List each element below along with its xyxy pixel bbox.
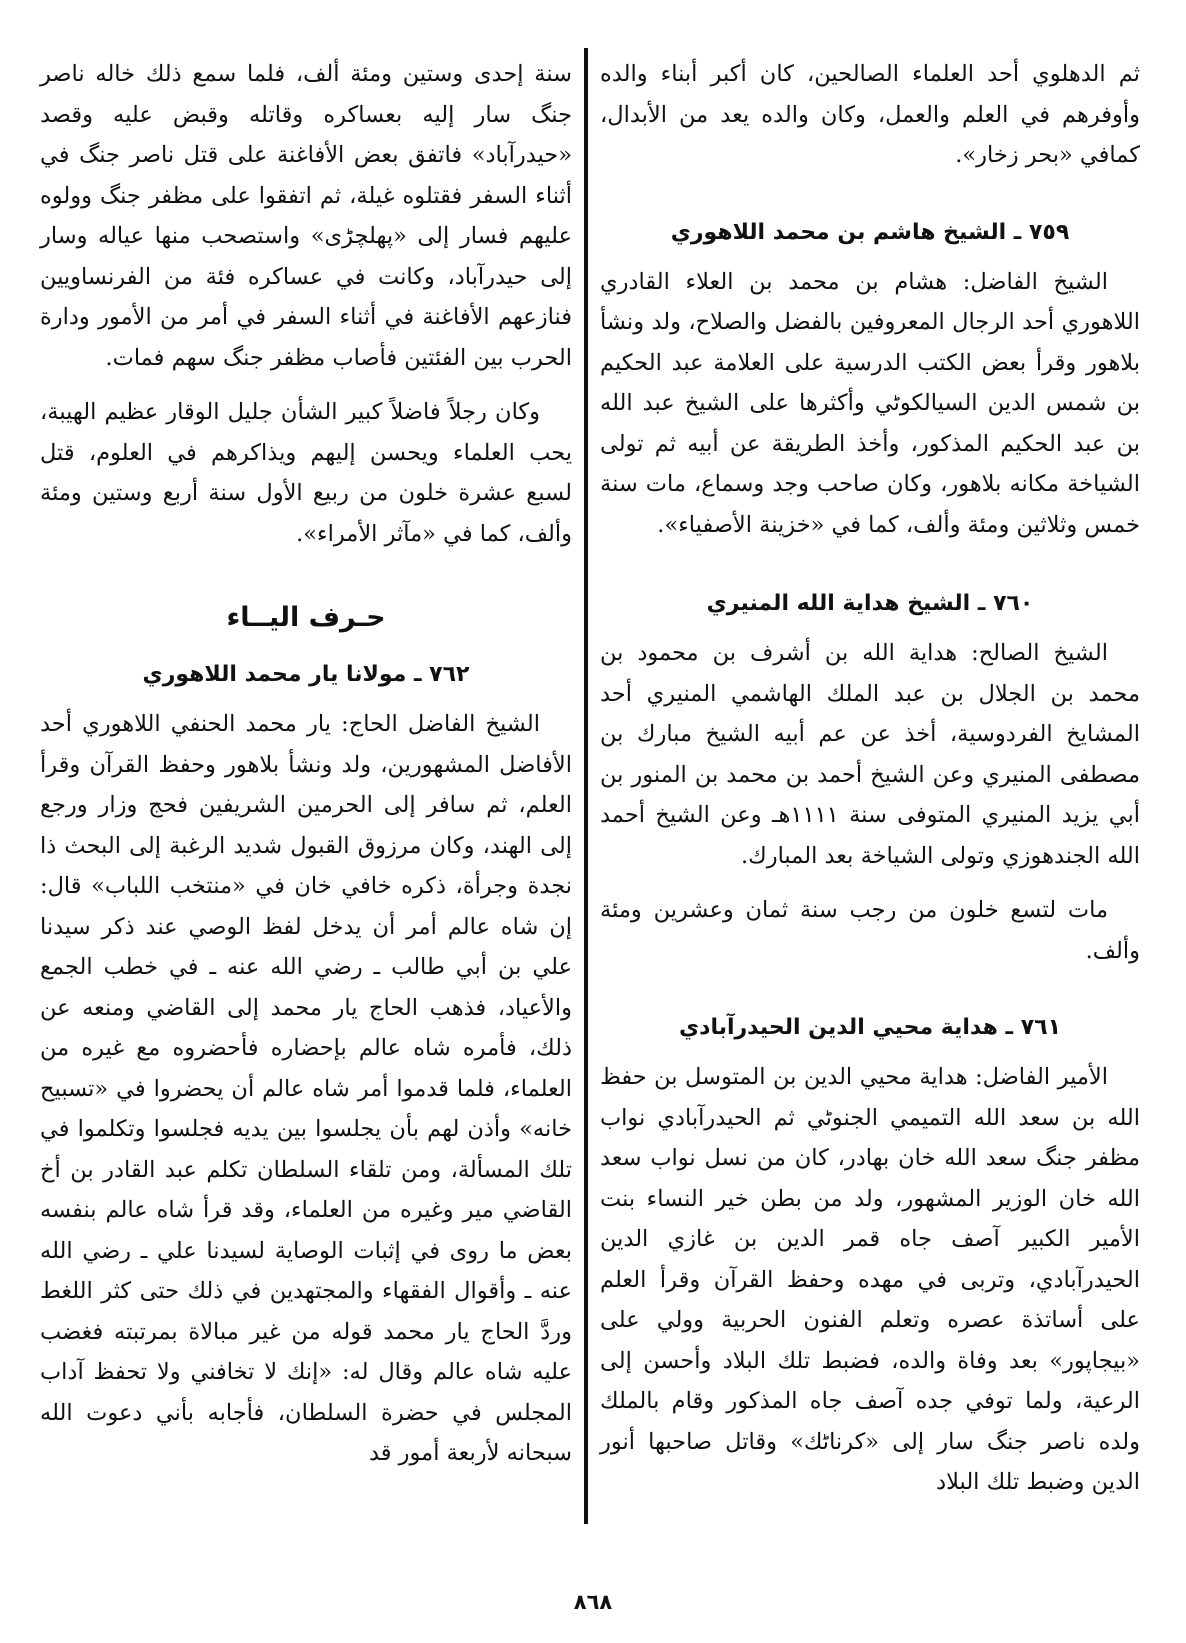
- paragraph-continuation-left: سنة إحدى وستين ومئة ألف، فلما سمع ذلك خاله ناصر جنگ سار إليه بعساكره وقاتله وقبض عليه وقصد «حيدرآباد» فاتفق بعض الأفاغنة على قتل ناصر جنگ في أثناء السفر فقتلوه غيلة، ثم اتفقوا على مظفر جنگ وولوه عليهم فسار إلى «پهلچڑی» واستصحب منها عياله وسار إلى حيدرآباد، وكانت في عساكره فئة من الفرنساويين فنازعهم الأفاغنة في أثناء السفر في أمر من الأمور ودارة الحرب بين الفئتين فأصاب مظفر جنگ سهم فمات.: [40, 61, 572, 371]
- entry-762-title: ٧٦٢ ـ مولانا يار محمد اللاهوري: [142, 662, 470, 687]
- entry-762-text: الشيخ الفاضل الحاج: يار محمد الحنفي اللاهوري أحد الأفاضل المشهورين، ولد ونشأ بلاهور وحفظ القرآن وقرأ العلم، ثم سافر إلى الحرمين الشريفين فحج وزار ورجع إلى الهند، وكان مرزوق القبول شديد الرغبة إلى البحث ذا نجدة وجرأة، ذكره خافي خان في «منتخب اللباب» قال: إن شاه عالم أمر أن يدخل لفظ الوصي عند ذكر سيدنا علي بن أبي طالب ـ رضي الله عنه ـ في خطب الجمع والأعياد، فذهب الحاج يار محمد إلى القاضي ومنعه عن ذلك، فأمره شاه عالم بإحضاره فأحضروه مع غيره من العلماء، فلما قدموا أمر شاه عالم أن يحضروا في «تسبيح خانه» وأذن لهم بأن يجلسوا بين يديه فجلسوا وتكلموا في تلك المسألة، ومن تلقاء السلطان تكلم عبد القادر بن أخ القاضي مير وغيره من العلماء، وقد قرأ شاه عالم بنفسه بعض ما روى في إثبات الوصاية لسيدنا علي ـ رضي الله عنه ـ وأقوال الفقهاء والمجتهدين في ذلك حتى كثر اللغط وردَّ الحاج يار محمد قوله من غير مبالاة بمرتبته فغضب عليه شاه عالم وقال له: «إنك لا تخافني ولا تحفظ آداب المجلس في حضرة السلطان، فأجابه بأني دعوت الله سبحانه لأربعة أمور قد: [40, 711, 572, 1466]
- entry-759-text: الشيخ الفاضل: هشام بن محمد بن العلاء القادري اللاهوري أحد الرجال المعروفين بالفضل والصلاح، ولد ونشأ بلاهور وقرأ بعض الكتب الدرسية على العلامة عبد الحكيم بن شمس الدين السيالكوٹي وأكثرها على الشيخ عبد الله بن عبد الحكيم المذكور، وأخذ الطريقة عن أبيه ثم تولى الشياخة مكانه بلاهور، وكان صاحب وجد وسماع، مات سنة خمس وثلاثين ومئة وألف، كما في «خزينة الأصفياء».: [600, 268, 1140, 538]
- left-column: [40, 54, 572, 1474]
- entry-759-title: ٧٥٩ ـ الشيخ هاشم بن محمد اللاهوري: [670, 219, 1070, 245]
- paragraph-continuation: ثم الدهلوي أحد العلماء الصالحين، كان أكبر أبناء والده وأوفرهم في العلم والعمل، وكان والده يعد من الأبدال، كمافي «بحر زخار».: [600, 61, 1140, 168]
- entry-760-title: ٧٦٠ ـ الشيخ هداية الله المنيري: [706, 591, 1034, 616]
- right-column: [600, 54, 1140, 1503]
- column-divider: [584, 48, 588, 1524]
- paragraph-biography-summary: وكان رجلاً فاضلاً كبير الشأن جليل الوقار عظيم الهيبة، يحب العلماء ويحسن إليهم ويذاكرهم في العلوم، قتل لسبع عشرة خلون من ربيع الأول سنة أربع وستين ومئة وألف، كما في «مآثر الأمراء».: [40, 399, 572, 547]
- letter-section-heading: حـرف اليــاء: [226, 602, 386, 633]
- entry-761-title: ٧٦١ ـ هداية محيي الدين الحيدرآبادي: [678, 1015, 1062, 1040]
- entry-760-text: الشيخ الصالح: هداية الله بن أشرف بن محمود بن محمد بن الجلال بن عبد الملك الهاشمي المنيري أحد المشايخ الفردوسية، أخذ عن عم أبيه الشيخ مبارك بن مصطفى المنيري وعن الشيخ أحمد بن محمد بن المنور بن أبي يزيد المنيري المتوفى سنة ١١١١هـ وعن الشيخ أحمد الله الجندهوزي وتولى الشياخة بعد المبارك.: [600, 640, 1140, 869]
- page-number: ٨٦٨: [573, 1590, 613, 1614]
- entry-760-death-note: مات لتسع خلون من رجب سنة ثمان وعشرين ومئة وألف.: [600, 897, 1140, 964]
- entry-761-text: الأمير الفاضل: هداية محيي الدين بن المتوسل بن حفظ الله بن سعد الله التميمي الجنوٹي ثم الحيدرآبادي نواب مظفر جنگ سعد الله خان بهادر، كان من نسل نواب سعد الله خان الوزير المشهور، ولد من بطن خير النساء بنت الأمير الكبير آصف جاه قمر الدين بن غازي الدين الحيدرآبادي، وتربى في مهده وحفظ القرآن وقرأ العلم على أساتذة عصره وتعلم الفنون الحربية وولي على «بيجاپور» بعد وفاة والده، فضبط تلك البلاد وأحسن إلى الرعية، ولما توفي جده آصف جاه المذكور وقام بالملك ولده ناصر جنگ سار إلى «كرناٹك» وقاتل صاحبها أنور الدين وضبط تلك البلاد: [600, 1064, 1140, 1495]
